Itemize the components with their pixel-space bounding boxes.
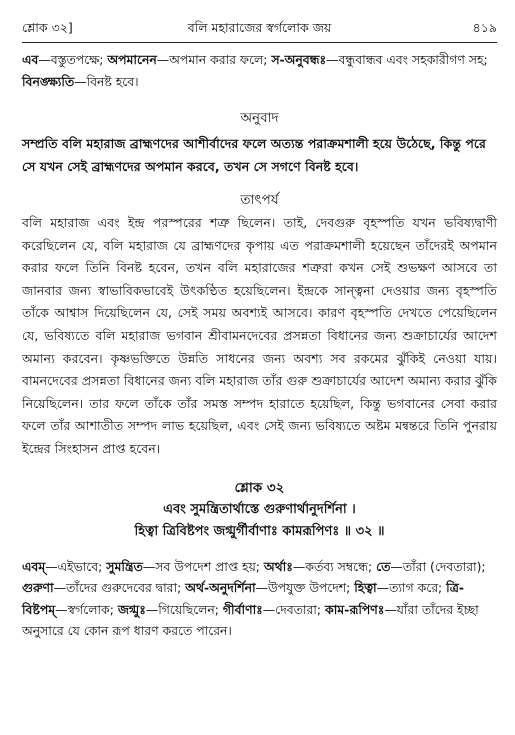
gloss-term: অর্থাঃ — [263, 558, 293, 574]
gloss-meaning: —অপমান করার ফলে; — [156, 52, 272, 67]
gloss-meaning: —ত্যাগ করে; — [376, 580, 447, 596]
header-rule — [22, 42, 497, 43]
gloss-term: তে — [376, 558, 391, 574]
verse-title: শ্লোক ৩২ — [234, 479, 285, 496]
gloss-meaning: —বস্তুতপক্ষে; — [38, 52, 108, 67]
gloss-term: স-অনুবন্ধঃ — [271, 52, 327, 67]
gloss-meaning: —সব উপদেশ প্রাপ্ত হয়; — [142, 558, 264, 574]
word-glossary-top — [22, 49, 497, 92]
verse-line-2: হিত্বা ত্রিবিষ্টপং জগ্মুর্গীর্বাণাঃ কামরূপিণঃ ॥ ৩২ ॥ — [134, 523, 385, 539]
gloss-meaning: —যাঁরা তাঁদের ইচ্ছা অনুসারে যে কোন রূপ ধারণ করতে পারেন। — [22, 601, 479, 639]
header-verse-ref: শ্লোক ৩২] — [22, 20, 73, 35]
gloss-term: গীর্বাণাঃ — [222, 601, 263, 617]
gloss-term: এবম্ — [22, 558, 46, 574]
gloss-meaning: —বন্ধুবান্ধব এবং সহকারীগণ সহ; — [326, 52, 488, 67]
gloss-meaning: —দেবতারা; — [262, 601, 326, 617]
gloss-term: এব — [22, 52, 39, 67]
gloss-term: অপমানেন — [107, 52, 157, 67]
gloss-meaning: —কর্তব্য সম্বন্ধে; — [292, 558, 377, 574]
header-chapter-title: বলি মহারাজের স্বর্গলোক জয় — [187, 20, 332, 35]
gloss-meaning: —স্বর্গলোক; — [55, 601, 118, 617]
gloss-meaning: —তাঁদের গুরুদেবের দ্বারা; — [53, 580, 186, 596]
page-number: ৪১৯ — [472, 20, 497, 35]
gloss-meaning: —তাঁরা (দেবতারা); — [390, 558, 486, 574]
gloss-term: সুমন্ত্রিত — [106, 558, 143, 574]
translation-heading: অনুবাদ — [240, 110, 279, 126]
gloss-meaning: —গিয়েছিলেন; — [145, 601, 223, 617]
gloss-term: কাম-রূপিণঃ — [325, 601, 385, 617]
purport-text: বলি মহারাজ এবং ইন্দ্র পরস্পরের শত্রু ছিলেন। তাই, দেবগুরু বৃহস্পতি যখন ভবিষ্যদ্বাণী করেছিলেন যে, বলি মহারাজ যে ব্রাহ্মণদের কৃপায় এত পরাক্রমশালী হয়েছেন তাঁদেরই অপমান করার ফলে তিনি বিনষ্ট হবেন, তখন বলি মহারাজের শত্রুরা কখন সেই শুভক্ষণ আসবে তা জানবার জন্য স্বাভাবিকভাবেই উৎকণ্ঠিত হয়েছিলেন। ইন্দ্রকে সান্ত্বনা দেওয়ার জন্য বৃহস্পতি তাঁকে আশ্বাস দিয়েছিলেন যে, সেই সময় অবশ্যই আসবে। কারণ বৃহস্পতি দেখতে পেয়েছিলেন যে, ভবিষ্যতে বলি মহারাজ ভগবান শ্রীবামনদেবের প্রসন্নতা বিধানের জন্য শুক্রাচার্যের আদেশ অমান্য করবেন। কৃষ্ণভক্তিতে উন্নতি সাধনের জন্য অবশ্য সব রকমের ঝুঁকিই নেওয়া যায়। বামনদেবের প্রসন্নতা বিধানের জন্য বলি মহারাজ তাঁর গুরু শুক্রাচার্যের আদেশ অমান্য করার ঝুঁকি নিয়েছিলেন। তার ফলে তাঁকে তাঁর সমস্ত সম্পদ হারাতে হয়েছিল, কিন্তু ভগবানের সেবা করার ফলে তাঁর আশাতীত সম্পদ লাভ হয়েছিল, এবং সেই জন্য ভবিষ্যতে অষ্টম মন্বন্তরে তিনি পুনরায় ইন্দ্রের সিংহাসন প্রাপ্ত হবেন। — [22, 215, 497, 456]
word-glossary-verse — [22, 556, 497, 642]
gloss-term: বিনঙ্ক্ষ্যতি — [22, 73, 75, 89]
gloss-term: গুরুণা — [22, 580, 54, 596]
gloss-term: অর্থ-অনুদর্শিনা — [185, 580, 256, 596]
gloss-term: জগ্মুঃ — [117, 601, 146, 617]
gloss-meaning: —এইভাবে; — [45, 558, 107, 574]
gloss-meaning: —বিনষ্ট হবে। — [74, 73, 139, 89]
gloss-meaning: —উপযুক্ত উপদেশ; — [255, 580, 355, 596]
translation-text: সম্প্রতি বলি মহারাজ ব্রাহ্মণদের আশীর্বাদের ফলে অত্যন্ত পরাক্রমশালী হয়ে উঠেছে, কিন্তু পরে সে যখন সেই ব্রাহ্মণদের অপমান করবে, তখন সে সগণে বিনষ্ট হবে। — [22, 136, 486, 174]
verse-line-1: এবং সুমন্ত্রিতার্থাস্তে গুরুণার্থানুদর্শিনা । — [163, 501, 356, 517]
running-header — [22, 17, 497, 43]
gloss-term: হিত্বা — [354, 580, 377, 596]
gloss-term: ত্রি-বিষ্টপম্ — [22, 580, 464, 617]
purport-heading: তাৎপর্য — [240, 192, 279, 208]
page-content — [22, 49, 497, 642]
